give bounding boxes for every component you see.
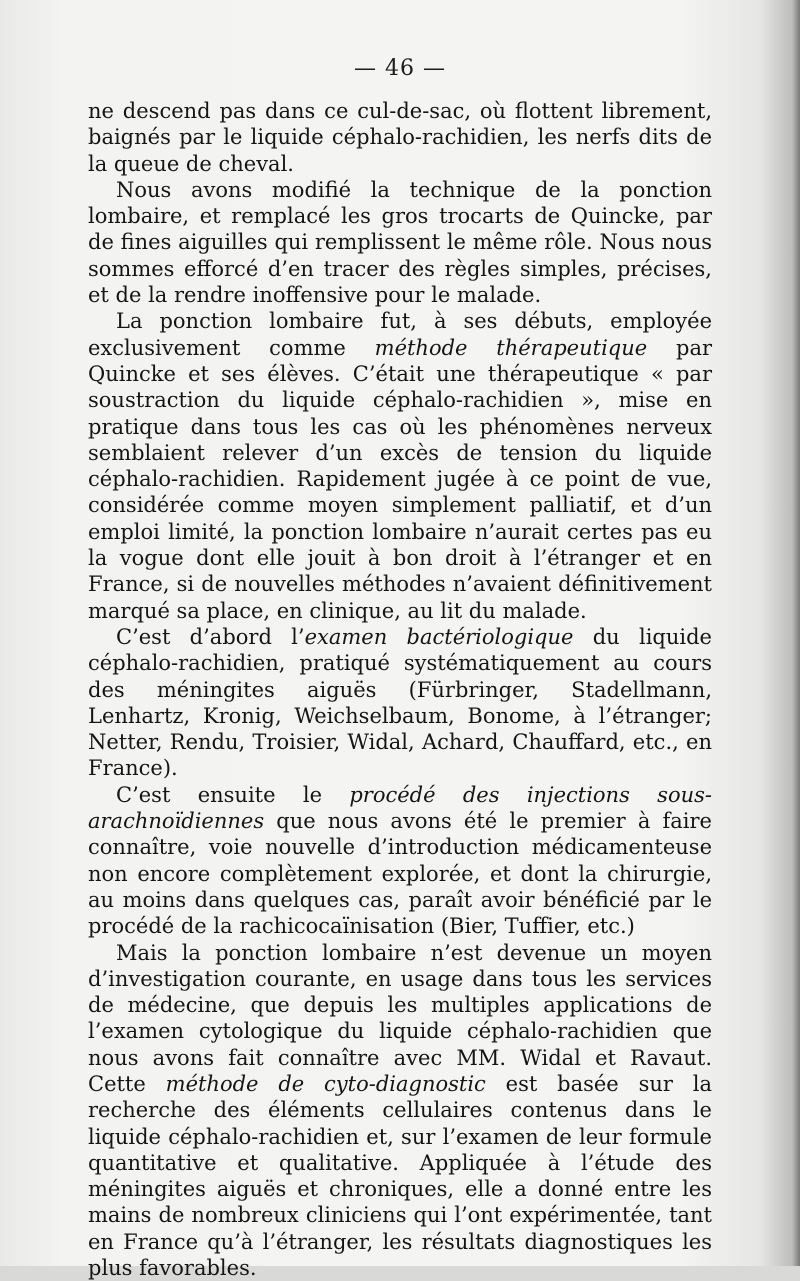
text-run: C’est ensuite le [116, 783, 349, 807]
text-run: du liquide céphalo-rachidien, pratiqué systématiquement au cours des méningites aiguës (Fürbringer, Stadellmann, Lenhartz, Kronig, Weichselbaum, Bonome, à l’étranger; Netter, Rendu, Troisier, Widal, Achard, Chauffard, etc., en France). [88, 625, 712, 780]
text-run: ne descend pas dans ce cul-de-sac, où flottent librement, baignés par le liquide céphalo-rachidien, les nerfs dits de la queue de cheval. [88, 99, 712, 176]
italic-term: examen bactériologique [305, 625, 574, 649]
text-run: La ponction lombaire fut, à ses débuts, employée exclusivement comme [88, 309, 712, 359]
text-run: C’est d’abord l’ [116, 625, 305, 649]
text-run: par Quincke et ses élèves. C’était une thérapeutique « par soustraction du liquide céphalo-rachidien », mise en pratique dans tous les cas où les phénomènes nerveux semblaient relever d’un excès de tension du liquide céphalo-rachidien. Rapidement jugée à ce point de vue, considérée comme moyen simplement palliatif, et d’un emploi limité, la ponction lombaire n’aurait certes pas eu la vogue dont elle jouit à bon droit à l’étranger et en France, si de nouvelles méthodes n’avaient définitivement marqué sa place, en clinique, au lit du malade. [88, 336, 712, 623]
paragraph-therapeutique [88, 308, 712, 624]
text-run: Mais la ponction lombaire n’est devenue un moyen d’investigation courante, en usage dans tous les services de médecine, que depuis les multiples applications de l’examen cytologique du liquide céphalo-rachidien que nous avons fait connaître avec MM. Widal et Ravaut. Cette [88, 941, 712, 1096]
paragraph-injections [88, 782, 712, 940]
paragraph-cytodiagnostic [88, 940, 712, 1281]
italic-term: méthode de cyto-diagnostic [166, 1072, 486, 1096]
body-text [88, 98, 712, 1281]
text-run: que nous avons été le premier à faire connaître, voie nouvelle d’introduction médicamenteuse non encore complètement explorée, et dont la chirurgie, au moins dans quelques cas, paraît avoir bénéficié par le procédé de la rachicocaïnisation (Bier, Tuffier, etc.) [88, 809, 712, 938]
page-number: — 46 — [0, 56, 800, 81]
paragraph-continuation [88, 98, 712, 177]
italic-term: procédé des injections sous-arachnoïdiennes [88, 783, 712, 833]
paragraph-bacteriologique [88, 624, 712, 782]
paragraph-technique [88, 177, 712, 308]
text-run: Nous avons modifié la technique de la ponction lombaire, et remplacé les gros trocarts de Quincke, par de fines aiguilles qui remplissent le même rôle. Nous nous sommes efforcé d’en tracer des règles simples, précises, et de la rendre inoffensive pour le malade. [88, 178, 712, 307]
text-run: est basée sur la recherche des éléments cellulaires contenus dans le liquide céphalo-rachidien et, sur l’examen de leur formule quantitative et qualitative. Appliquée à l’étude des méningites aiguës et chroniques, elle a donné entre les mains de nombreux cliniciens qui l’ont expérimentée, tant en France qu’à l’étranger, les résultats diagnostiques les plus favorables. [88, 1072, 712, 1280]
italic-term: méthode thérapeutique [375, 336, 648, 360]
